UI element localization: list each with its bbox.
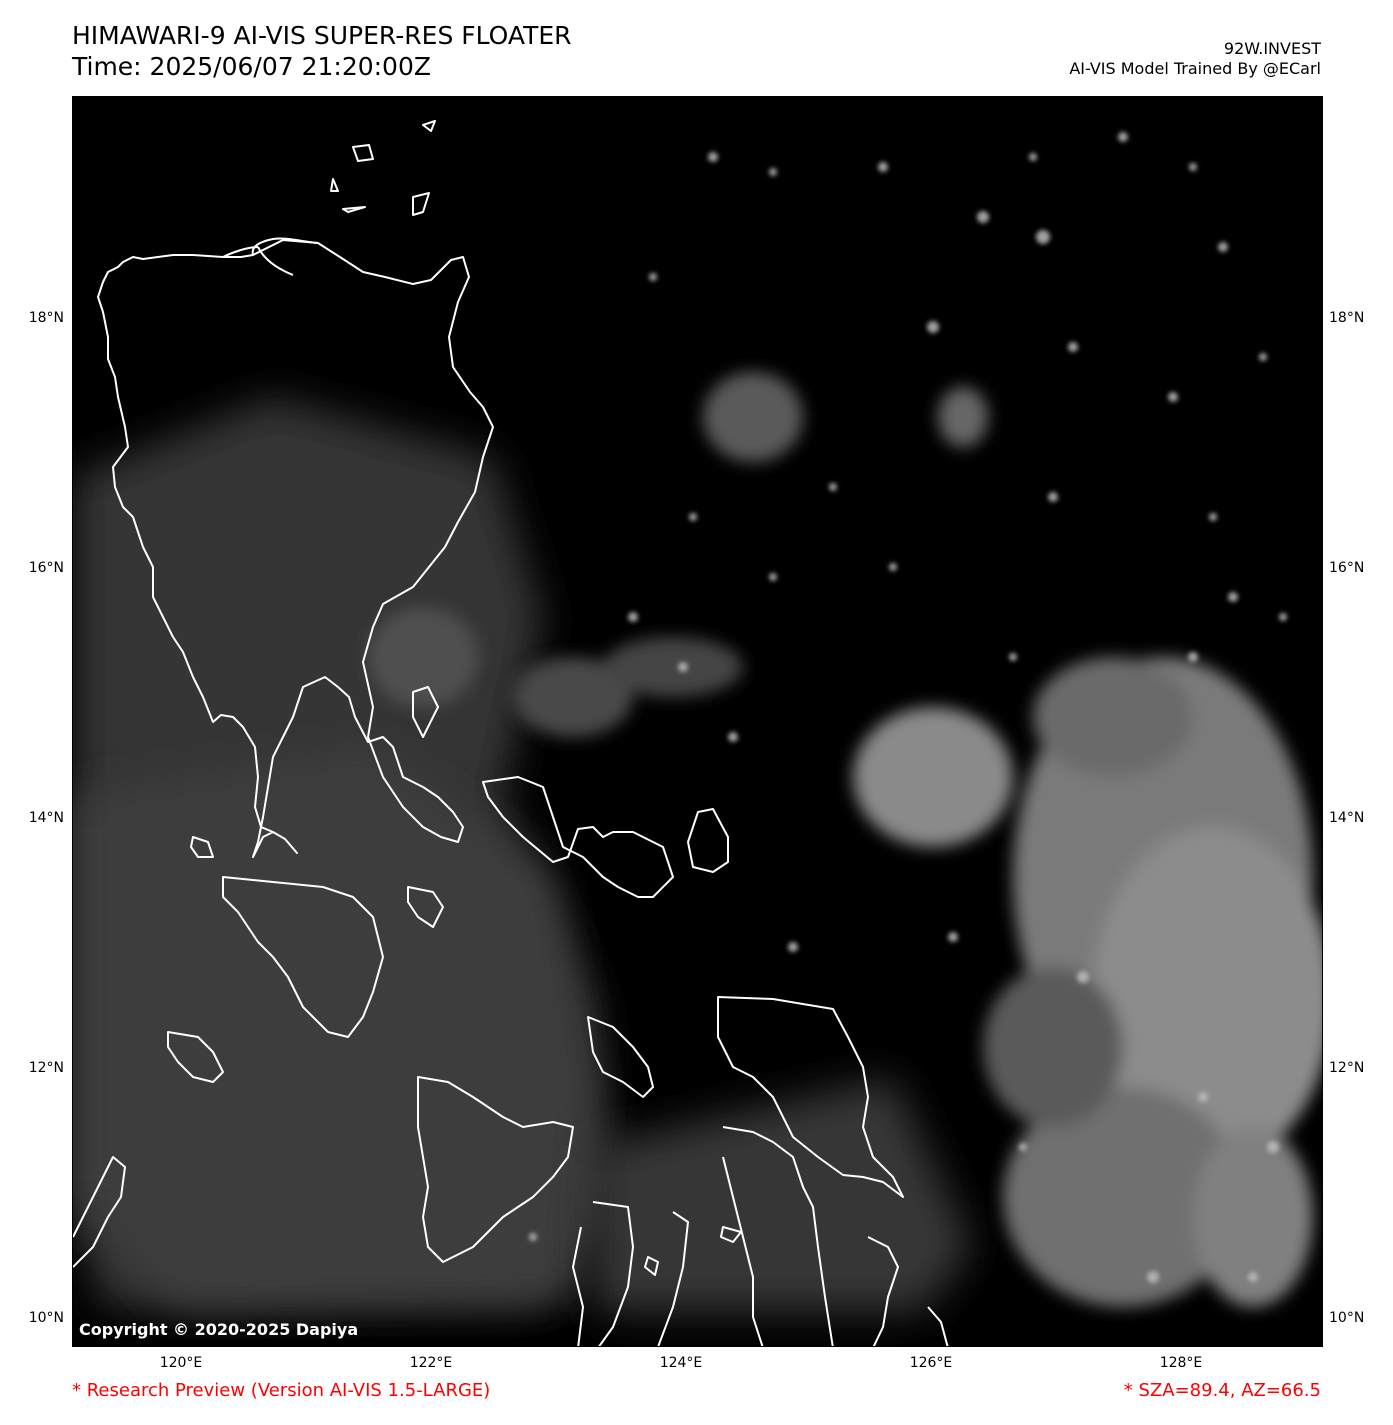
model-credit: AI-VIS Model Trained By @ECarl: [1069, 59, 1321, 78]
lon-label-122e: 122°E: [409, 1355, 453, 1371]
lat-label-left-14n: 14°N: [28, 810, 64, 826]
storm-id: 92W.INVEST: [1223, 39, 1321, 58]
lat-label-left-10n: 10°N: [28, 1310, 64, 1326]
haze-region: [73, 397, 973, 1312]
lon-label-128e: 128°E: [1159, 1355, 1203, 1371]
title-line-1: HIMAWARI-9 AI-VIS SUPER-RES FLOATER: [72, 21, 572, 50]
coastline-north-islands: [331, 121, 435, 215]
sun-angle-note: * SZA=89.4, AZ=66.5: [1123, 1380, 1321, 1401]
lat-label-right-10n: 10°N: [1329, 1310, 1365, 1326]
lat-label-left-18n: 18°N: [28, 310, 64, 326]
copyright-notice: Copyright © 2020-2025 Dapiya: [79, 1320, 359, 1339]
lat-label-right-16n: 16°N: [1329, 560, 1365, 576]
lat-label-right-18n: 18°N: [1329, 310, 1365, 326]
title-line-2-time: Time: 2025/06/07 21:20:00Z: [72, 52, 431, 81]
lat-label-right-12n: 12°N: [1329, 1060, 1365, 1076]
coastline-catanduanes: [688, 809, 728, 872]
lat-label-right-14n: 14°N: [1329, 810, 1365, 826]
coastline-central-luzon: [223, 247, 293, 275]
lon-label-120e: 120°E: [159, 1355, 203, 1371]
satellite-map[interactable]: [72, 96, 1323, 1347]
research-preview-note: * Research Preview (Version AI-VIS 1.5-LARGE): [72, 1380, 491, 1401]
lat-label-left-12n: 12°N: [28, 1060, 64, 1076]
satellite-imagery: [73, 97, 1323, 1347]
lon-label-124e: 124°E: [659, 1355, 703, 1371]
lon-label-126e: 126°E: [909, 1355, 953, 1371]
lat-label-left-16n: 16°N: [28, 560, 64, 576]
